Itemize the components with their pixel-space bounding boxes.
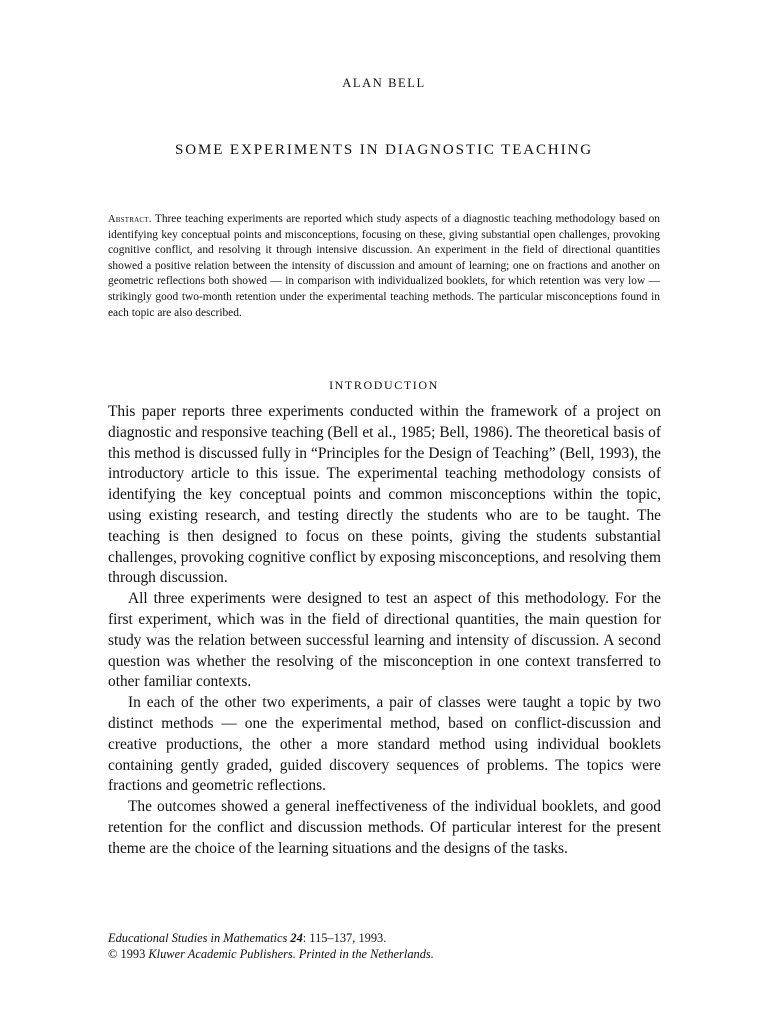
body-paragraph: The outcomes showed a general ineffectiveness of the individual booklets, and good retention for the conflict and discussion methods. Of particular interest for the present theme are the choice of the learning situations and the designs of the tasks. xyxy=(108,798,661,857)
paper-title: SOME EXPERIMENTS IN DIAGNOSTIC TEACHING xyxy=(175,142,593,158)
section-heading-introduction: INTRODUCTION xyxy=(329,378,439,392)
abstract xyxy=(108,212,660,321)
abstract-label: Abstract. xyxy=(108,214,152,225)
abstract-text: Three teaching experiments are reported which study aspects of a diagnostic teaching methodology based on identifying key conceptual points and misconceptions, focusing on these, giving substantial open challenges, provoking cognitive conflict, and resolving it through intensive discussion. An experiment in the field of directional quantities showed a positive relation between the intensity of discussion and amount of learning; one on fractions and another on geometric reflections both showed — in comparison with individualized booklets, for which retention was very low — strikingly good two-month retention under the experimental teaching methods. The particular misconceptions found in each topic are also described. xyxy=(108,213,660,319)
journal-volume: 24 xyxy=(290,931,303,945)
publication-footer xyxy=(108,930,668,962)
body-paragraph: This paper reports three experiments conducted within the framework of a project on diagnostic and responsive teaching (Bell et al., 1985; Bell, 1986). The theoretical basis of this method is discussed fully in “Principles for the Design of Teaching” (Bell, 1993), the introductory article to this issue. The experimental teaching methodology consists of identifying the key conceptual points and common misconceptions within the topic, using existing research, and testing directly the students who are to be taught. The teaching is then designed to focus on these points, giving the students substantial challenges, provoking cognitive conflict by exposing misconceptions, and resolving them through discussion. xyxy=(108,403,661,587)
journal-citation xyxy=(108,930,668,946)
journal-pages: : 115–137, 1993. xyxy=(302,931,387,945)
copyright-year: © 1993 xyxy=(108,947,146,961)
introduction-body xyxy=(108,402,661,860)
author-name: ALAN BELL xyxy=(342,76,426,90)
body-paragraph: All three experiments were designed to test an aspect of this methodology. For the first experiment, which was in the field of directional quantities, the main question for study was the relation between successful learning and intensity of discussion. A second question was whether the resolving of the misconception in one context transferred to other familiar contexts. xyxy=(108,590,661,691)
journal-name: Educational Studies in Mathematics xyxy=(108,931,288,945)
body-paragraph: In each of the other two experiments, a pair of classes were taught a topic by two distinct methods — one the experimental method, based on conflict-discussion and creative productions, the other a more standard method using individual booklets containing gently graded, guided discovery sequences of problems. The topics were fractions and geometric reflections. xyxy=(108,694,661,795)
copyright-line xyxy=(108,946,668,962)
publisher-name: Kluwer Academic Publishers. Printed in the Netherlands. xyxy=(148,947,434,961)
